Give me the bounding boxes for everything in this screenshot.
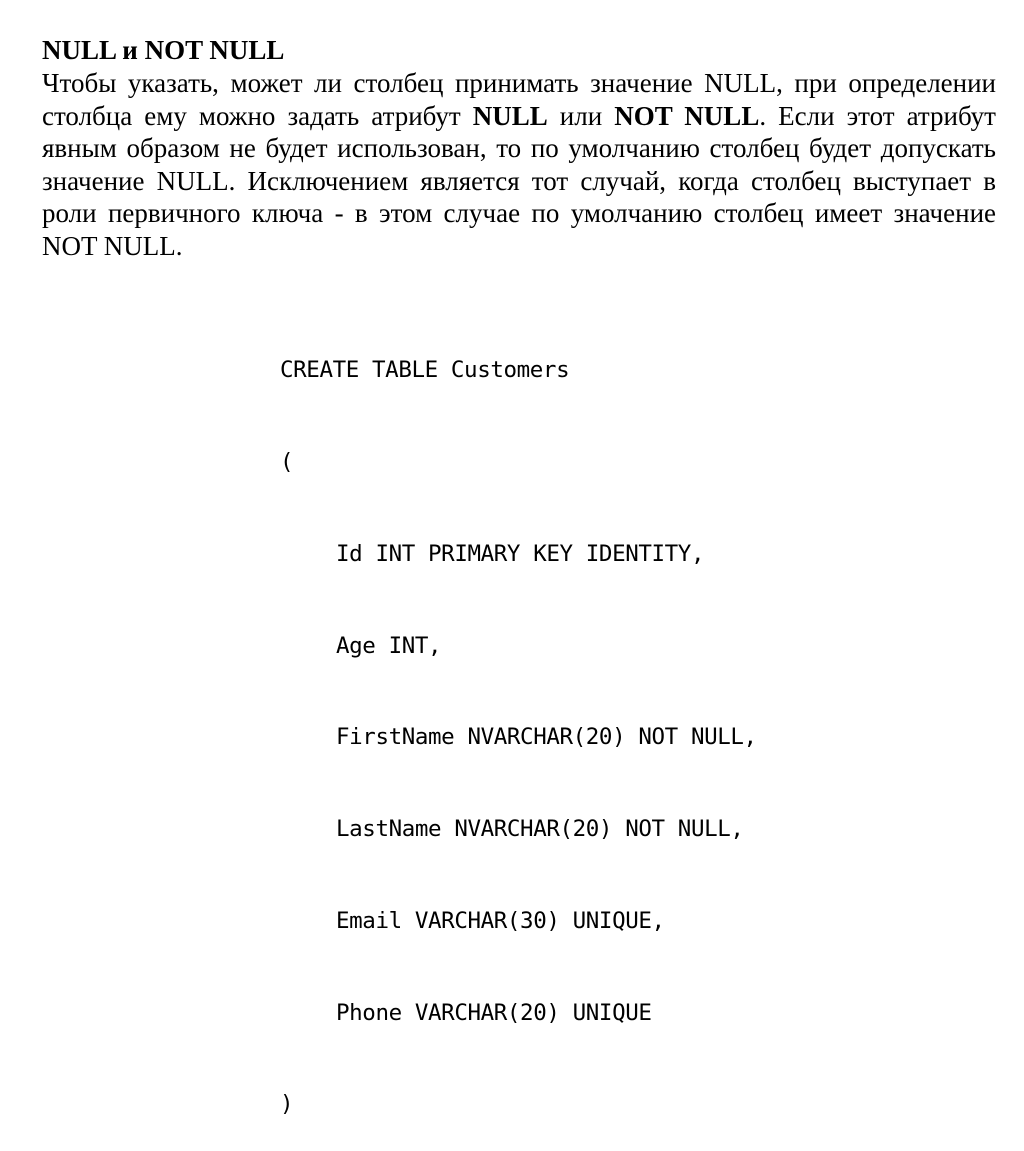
paragraph-text-1: Чтобы указать, может ли столбец принимать значение NULL, при определении столбца ему можно задать атрибут [42,68,996,131]
code-line: Phone VARCHAR(20) UNIQUE [336,999,652,1026]
sql-code-block [280,294,757,1151]
body-paragraph [42,67,996,263]
code-line: Age INT, [336,632,442,659]
paragraph-text-2: или [547,100,615,131]
code-line: ) [280,1091,294,1118]
document-page [42,34,996,263]
code-line: LastName NVARCHAR(20) NOT NULL, [336,816,744,843]
code-line: ( [280,448,294,475]
code-line: Email VARCHAR(30) UNIQUE, [336,907,665,934]
code-line: FirstName NVARCHAR(20) NOT NULL, [336,724,757,751]
code-line: CREATE TABLE Customers [280,357,570,384]
keyword-null: NULL [472,100,548,131]
paragraph-text-3: . Если этот атрибут явным образом не будет использован, то по умолчанию столбец будет допускать значение NULL. Исключением является тот случай, когда столбец выступает в роли первичного ключа - в этом случае по умолчанию столбец имеет значение NOT NULL. [42,100,996,261]
keyword-not-null: NOT NULL [614,100,760,131]
section-heading: NULL и NOT NULL [42,35,285,65]
code-line: Id INT PRIMARY KEY IDENTITY, [336,540,705,567]
